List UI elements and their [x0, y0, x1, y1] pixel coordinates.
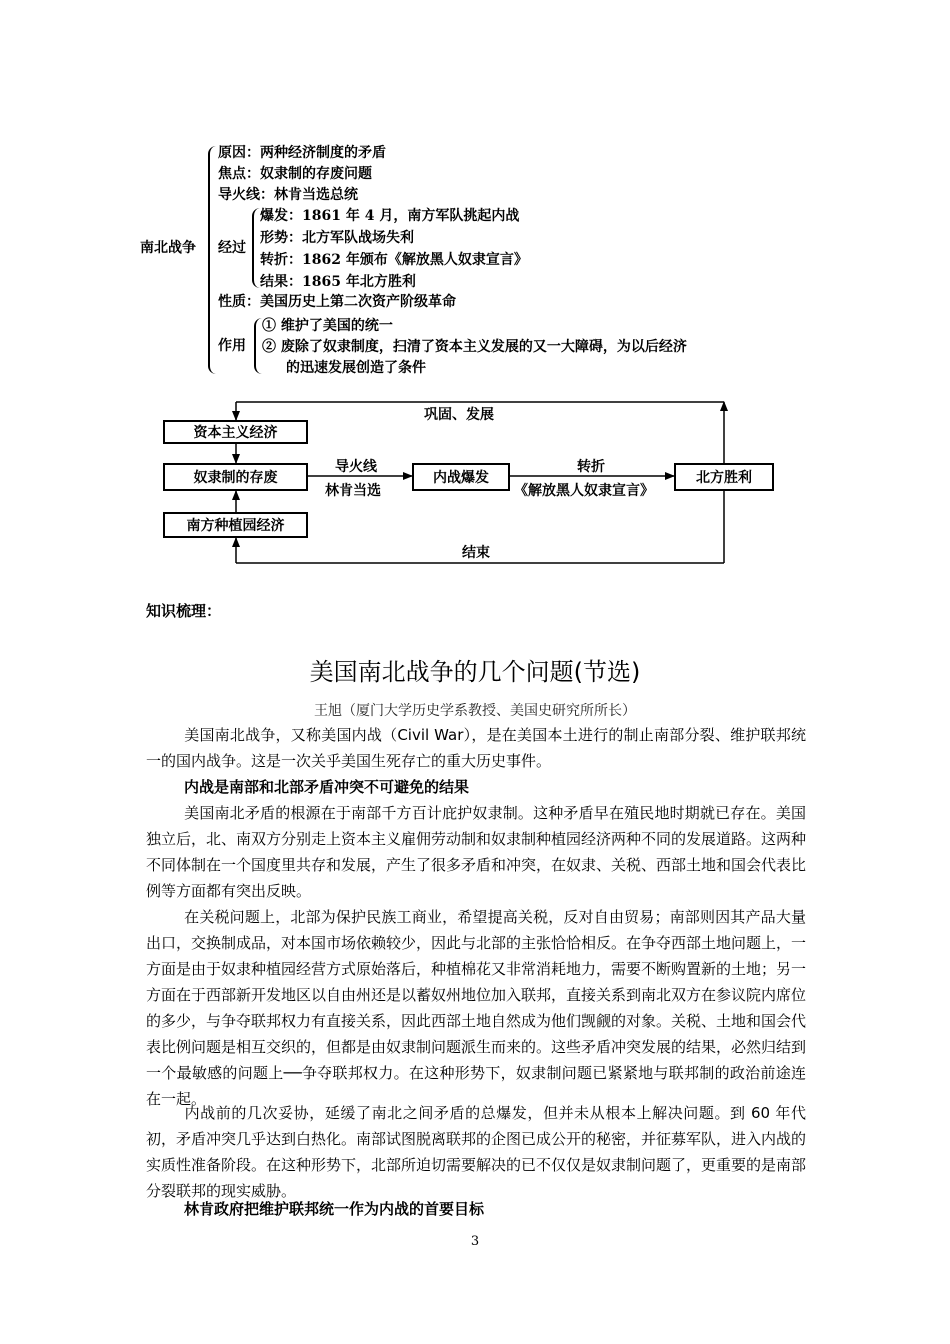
outline-nature: 性质：美国历史上第二次资产阶级革命	[218, 294, 456, 310]
outline-effect-item: 的迅速发展创造了条件	[286, 360, 426, 376]
section-label: 知识梳理：	[146, 602, 222, 620]
outline-effect-item: ② 废除了奴隶制度，扫清了资本主义发展的又一大障碍，为以后经济	[262, 339, 687, 355]
box-slavery: 奴隶制的存废	[163, 463, 308, 491]
outline-process-item: 形势：北方军队战场失利	[260, 230, 414, 246]
body-paragraph	[146, 1100, 806, 1204]
paragraph-text: 美国南北矛盾的根源在于南部千方百计庇护奴隶制。这种矛盾早在殖民地时期就已存在。美国独立后，北、南双方分别走上资本主义雇佣劳动制和奴隶制种植园经济两种不同的发展道路。这两种不同体制在一个国度里共存和发展，产生了很多矛盾和冲突，在奴隶、关税、西部土地和国会代表比例等方面都有突出反映。	[146, 804, 807, 900]
outline-effect-item: ① 维护了美国的统一	[262, 318, 393, 334]
outline-process-label: 经过	[218, 240, 246, 256]
box-war: 内战爆发	[412, 463, 510, 491]
outline-cause: 原因：两种经济制度的矛盾	[218, 145, 386, 161]
outline-process-item: 爆发：1861 年 4 月，南方军队挑起内战	[260, 208, 520, 224]
body-paragraph	[146, 800, 806, 904]
flowchart-arrows	[0, 0, 950, 600]
box-capitalism: 资本主义经济	[163, 420, 308, 444]
label-turn: 转折	[577, 459, 605, 475]
box-victory: 北方胜利	[674, 463, 774, 491]
article-title: 美国南北战争的几个问题(节选)	[309, 658, 641, 686]
label-fuse: 导火线	[335, 459, 377, 475]
paragraph-text: 在关税问题上，北部为保护民族工商业，希望提高关税，反对自由贸易；南部则因其产品大量出口，交换制成品，对本国市场依赖较少，因此与北部的主张恰恰相反。在争夺西部土地问题上，一方面是由于奴隶种植园经营方式原始落后，种植棉花又非常消耗地力，需要不断购置新的土地；另一方面在于西部新开发地区以自由州还是以蓄奴州地位加入联邦，直接关系到南北双方在参议院内席位的多少，与争夺联邦权力有直接关系，因此西部土地自然成为他们觊觎的对象。关税、土地和国会代表比例问题是相互交织的，但都是由奴隶制问题派生而来的。这些矛盾冲突发展的结果，必然归结到一个最敏感的问题上──争夺联邦权力。在这种形势下，奴隶制问题已紧紧地与联邦制的政治前途连在一起。	[146, 908, 807, 1108]
label-lincoln: 林肯当选	[325, 483, 381, 499]
section-heading: 内战是南部和北部矛盾冲突不可避免的结果	[184, 778, 470, 796]
label-proclamation: 《解放黑人奴隶宣言》	[514, 483, 654, 499]
box-plantation: 南方种植园经济	[163, 512, 308, 538]
paragraph-text: 内战前的几次妥协，延缓了南北之间矛盾的总爆发，但并未从根本上解决问题。到 60 年代初，矛盾冲突几乎达到白热化。南部试图脱离联邦的企图已成公开的秘密，并征募军队，进入内战的实质性准备阶段。在这种形势下，北部所迫切需要解决的已不仅仅是奴隶制问题了，更重要的是南部分裂联邦的现实威胁。	[146, 1104, 807, 1200]
outline-process-item: 结果：1865 年北方胜利	[260, 274, 416, 290]
page-number: 3	[470, 1234, 480, 1249]
label-consolidate: 巩固、发展	[424, 407, 494, 423]
outline-effect-label: 作用	[218, 338, 246, 354]
outline-process-item: 转折：1862 年颁布《解放黑人奴隶宣言》	[260, 252, 528, 268]
intro-paragraph	[146, 722, 806, 774]
intro-text: 美国南北战争，又称美国内战（Civil War），是在美国本土进行的制止南部分裂、维护联邦统一的国内战争。这是一次关乎美国生死存亡的重大历史事件。	[146, 726, 806, 770]
outline-fuse: 导火线：林肯当选总统	[218, 187, 358, 203]
body-paragraph	[146, 904, 806, 1112]
outline-focus: 焦点：奴隶制的存废问题	[218, 166, 372, 182]
label-end: 结束	[462, 545, 490, 561]
section-heading: 林肯政府把维护联邦统一作为内战的首要目标	[184, 1200, 485, 1218]
article-author: 王旭（厦门大学历史学系教授、美国史研究所所长）	[314, 703, 636, 719]
outline-root: 南北战争	[140, 240, 196, 256]
